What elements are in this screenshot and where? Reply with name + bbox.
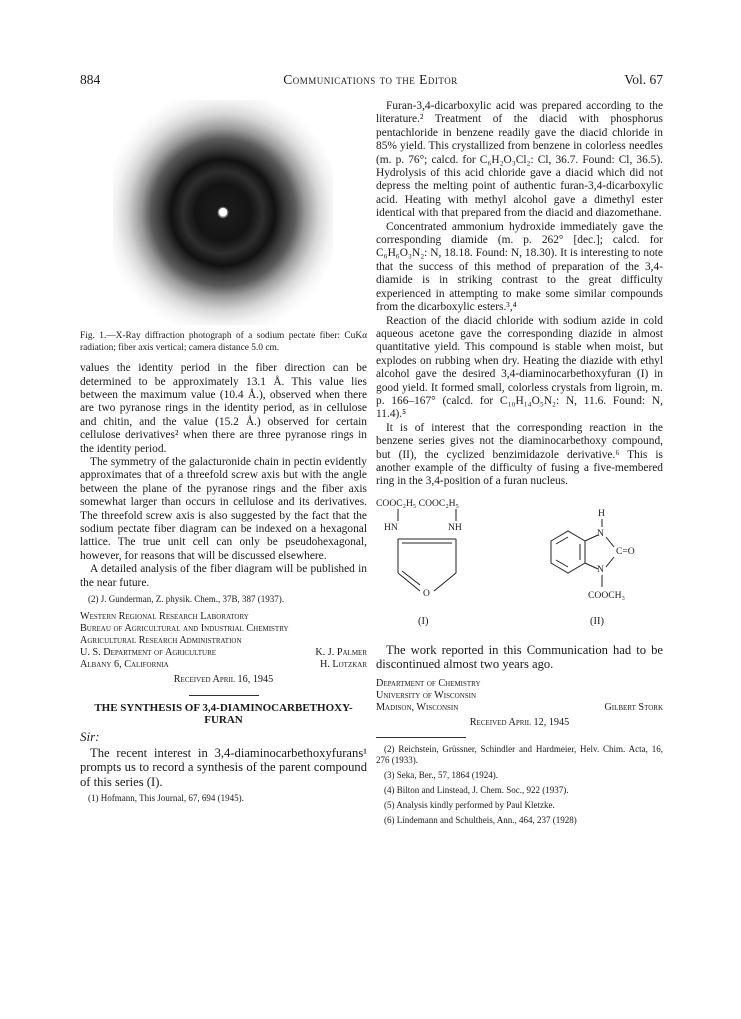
affiliation-block bbox=[80, 611, 367, 671]
right-column bbox=[376, 100, 663, 826]
affiliation-line: U. S. Department of Agriculture bbox=[80, 647, 217, 659]
salutation: Sir: bbox=[80, 729, 100, 745]
footnote: (6) Lindemann and Schultheis, Ann., 464, 237 (1928) bbox=[384, 815, 577, 825]
affiliation-line: Madison, Wisconsin bbox=[376, 701, 459, 713]
article-title: THE SYNTHESIS OF 3,4-DIAMINOCARBETHOXY-FURAN bbox=[94, 701, 353, 726]
footnote: (2) Reichstein, Grüssner, Schindler and Hardmeier, Helv. Chim. Acta, 16, 276 (1933). bbox=[376, 744, 663, 765]
page-number: 884 bbox=[80, 72, 101, 87]
structure-I-label: (I) bbox=[418, 615, 429, 627]
paragraph: Reaction of the diacid chloride with sodium azide in cold aqueous acetone gave the corresponding diazide in almost quantitative yield. This compound is stable when moist, but explodes on rubbing when dry. Heating the diazide with ethyl alcohol gave the desired 3,4-diaminocarbethoxyfuran (I) in good yield. It formed small, colorless crystals from ligroin, m. p. 166–167° (calcd. for C₁₀H₁₄O₅N₂: N, 11.6. Found: N, 11.4).⁵ bbox=[376, 314, 663, 421]
structure-II-carbonyl: C=O bbox=[616, 545, 635, 557]
footnote: (5) Analysis kindly performed by Paul Kletzke. bbox=[384, 800, 555, 810]
footnote: (3) Seka, Ber., 57, 1864 (1924). bbox=[384, 770, 498, 780]
affiliation-line: Albany 6, California bbox=[80, 659, 169, 671]
footnote: (4) Bilton and Linstead, J. Chem. Soc., 922 (1937). bbox=[384, 785, 569, 795]
paragraph: Concentrated ammonium hydroxide immediately gave the corresponding diamide (m. p. 262° [dec.]; calcd. for C₆H₆O₃N₂: N, 18.18. Found: N, 18.30). It is interesting to note that the success of this method of preparation of the 3,4-diamide is in striking contrast to the great difficulty experienced in attempting to make some similar compounds from the dicarboxylic esters.³,⁴ bbox=[376, 220, 663, 314]
structure-II-h: H bbox=[598, 507, 605, 519]
affiliation-block bbox=[376, 678, 663, 714]
affiliation-line: University of Wisconsin bbox=[376, 689, 477, 701]
figure-caption: Fig. 1.—X-Ray diffraction photograph of a sodium pectate fiber: CuKα radiation; fiber axis vertical; camera distance 5.0 cm. bbox=[80, 331, 367, 353]
structure-I-oxygen: O bbox=[423, 587, 430, 599]
volume-label: Vol. 67 bbox=[624, 72, 663, 87]
xray-diffraction-photograph bbox=[113, 100, 333, 325]
paragraph: Furan-3,4-dicarboxylic acid was prepared according to the literature.² Treatment of the diacid with phosphorus pentachloride in benzene readily gave the diacid chloride in 85% yield. This crystallized from benzene in colorless needles (m. p. 76°; calcd. for C₆H₂O₃Cl₂: Cl, 36.7. Found: Cl, 36.5). Hydrolysis of this acid chloride gave a diacid which did not depress the melting point of authentic furan-3,4-dicarboxylic acid. Heating with methyl alcohol gave a dimethyl ester identical with that prepared from the diacid and diazomethane. bbox=[376, 100, 663, 220]
paragraph: The work reported in this Communication had to be discontinued almost two years ago. bbox=[376, 642, 663, 672]
structure-II-ring bbox=[551, 519, 614, 587]
chemical-structures bbox=[376, 497, 663, 639]
author-name: K. J. Palmer bbox=[315, 647, 367, 659]
footnote: (2) J. Gunderman, Z. physik. Chem., 37B, 387 (1937). bbox=[88, 594, 284, 605]
paragraph: values the identity period in the fiber direction can be determined to be approximately 13.1 Å. This value lies between the maximum value (10.4 Å.), observed when there are two pyranose rings in the identity period, as in cellulose and chitin, and the value (15.2 Å.) observed for certain cellulose derivatives² when there are three pyranose rings in the identity period. bbox=[80, 362, 367, 455]
left-column bbox=[80, 100, 367, 804]
paragraph: A detailed analysis of the fiber diagram will be published in the near future. bbox=[80, 563, 367, 589]
structure-II-n1: N bbox=[597, 527, 604, 539]
paragraph: The symmetry of the galacturonide chain in pectin evidently approximates that of a threefold screw axis but with the angle between the plane of the pyranose rings and the fiber axis somewhat larger than occurs in cellulose and its derivatives. The threefold screw axis is also suggested by the fact that the sodium pectate fiber diagram can be indexed on a hexagonal lattice. The true unit cell can only be pseudohexagonal, however, for reasons that will be discussed elsewhere. bbox=[80, 456, 367, 562]
footnote: (1) Hofmann, This Journal, 67, 694 (1945). bbox=[88, 792, 244, 803]
received-date: Received April 16, 1945 bbox=[173, 674, 274, 686]
running-title: Communications to the Editor bbox=[283, 72, 458, 87]
structure-I-substituents: COOC₂H₅ COOC₂H₅ bbox=[376, 497, 459, 509]
structure-I-hn: HN bbox=[384, 521, 398, 533]
structure-II-n2: N bbox=[597, 563, 604, 575]
author-name: Gilbert Stork bbox=[604, 701, 663, 713]
paragraph: It is of interest that the corresponding reaction in the benzene series gives not the diaminocarbethoxy compound, but (II), the cyclized benzimidazole derivative.⁶ This is another example of the difficulty of fusing a five-membered ring in the 3,4-position of a furan nucleus. bbox=[376, 421, 663, 488]
divider bbox=[189, 695, 259, 696]
affiliation-line: Agricultural Research Administration bbox=[80, 635, 242, 647]
received-date: Received April 12, 1945 bbox=[469, 716, 570, 728]
affiliation-line: Western Regional Research Laboratory bbox=[80, 611, 249, 623]
affiliation-line: Department of Chemistry bbox=[376, 677, 481, 689]
affiliation-line: Bureau of Agricultural and Industrial Chemistry bbox=[80, 623, 289, 635]
xray-center-spot bbox=[219, 208, 227, 216]
structure-II-label: (II) bbox=[590, 615, 604, 627]
structure-II-ester: COOCH₃ bbox=[588, 589, 625, 601]
paragraph: The recent interest in 3,4-diaminocarbethoxyfurans¹ prompts us to record a synthesis of the parent compound of this series (I). bbox=[80, 745, 367, 789]
footnote-divider bbox=[376, 737, 466, 738]
structure-I-nh: NH bbox=[448, 521, 462, 533]
author-name: H. Lotzkar bbox=[319, 659, 367, 671]
